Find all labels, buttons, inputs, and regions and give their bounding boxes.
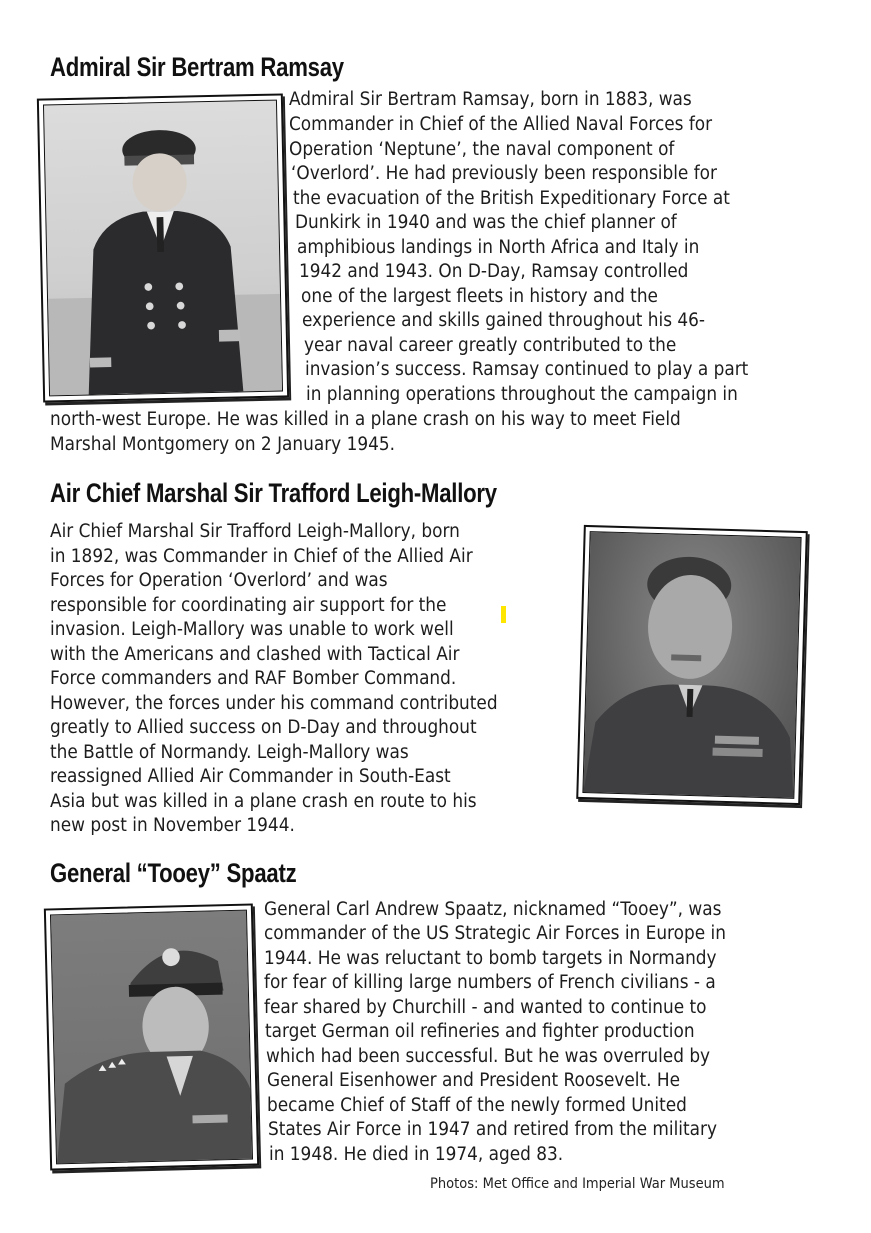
body-line: which had been successful. But he was overruled by — [266, 1046, 711, 1067]
spaatz-portrait-image — [51, 911, 252, 1164]
body-line: 1944. He was reluctant to bomb targets in Normandy — [264, 948, 717, 969]
body-line: north-west Europe. He was killed in a plane crash on his way to meet Field — [50, 409, 681, 430]
section-heading-leigh-mallory: Air Chief Marshal Sir Trafford Leigh-Mallory — [50, 478, 497, 508]
body-line: Air Chief Marshal Sir Trafford Leigh-Mallory, born — [50, 521, 460, 542]
body-line: Force commanders and RAF Bomber Command. — [50, 668, 457, 689]
body-line: However, the forces under his command contributed — [50, 693, 498, 714]
body-line: 1942 and 1943. On D-Day, Ramsay controlled — [299, 261, 689, 282]
text-highlight-marker — [501, 606, 506, 623]
photo-ramsay — [37, 93, 289, 402]
body-line: Asia but was killed in a plane crash en route to his — [50, 791, 477, 812]
body-line: General Carl Andrew Spaatz, nicknamed “Tooey”, was — [264, 899, 722, 920]
body-line: ‘Overlord’. He had previously been responsible for — [291, 163, 717, 184]
body-line: States Air Force in 1947 and retired from the military — [268, 1119, 717, 1140]
photo-leigh-mallory — [576, 525, 808, 805]
body-line: experience and skills gained throughout his 46- — [302, 310, 706, 331]
body-line: Forces for Operation ‘Overlord’ and was — [50, 570, 388, 591]
body-line: in planning operations throughout the campaign in — [306, 384, 738, 405]
section-heading-ramsay: Admiral Sir Bertram Ramsay — [50, 52, 344, 82]
body-line: greatly to Allied success on D-Day and throughout — [50, 717, 477, 738]
body-line: target German oil refineries and fighter production — [265, 1021, 695, 1042]
body-line: commander of the US Strategic Air Forces in Europe in — [264, 923, 726, 944]
photo-credit: Photos: Met Office and Imperial War Museum — [430, 1176, 725, 1192]
body-line: with the Americans and clashed with Tactical Air — [50, 644, 460, 665]
body-line: year naval career greatly contributed to the — [304, 335, 677, 356]
body-line: invasion’s success. Ramsay continued to play a part — [305, 359, 749, 380]
body-line: amphibious landings in North Africa and Italy in — [297, 237, 700, 258]
body-line: fear shared by Churchill - and wanted to continue to — [264, 997, 707, 1018]
section-heading-spaatz: General “Tooey” Spaatz — [50, 858, 297, 888]
body-line: General Eisenhower and President Roosevelt. He — [267, 1070, 681, 1091]
body-line: became Chief of Staff of the newly formed United — [267, 1095, 687, 1116]
ramsay-portrait-image — [44, 101, 282, 396]
body-line: Operation ‘Neptune’, the naval component of — [289, 139, 675, 160]
body-line: Dunkirk in 1940 and was the chief planner of — [295, 212, 677, 233]
body-line: Marshal Montgomery on 2 January 1945. — [50, 434, 396, 455]
body-line: invasion. Leigh-Mallory was unable to work well — [50, 619, 454, 640]
leigh-mallory-portrait-image — [583, 532, 800, 798]
body-line: for fear of killing large numbers of French civilians - a — [264, 972, 716, 993]
body-line: Commander in Chief of the Allied Naval Forces for — [289, 114, 713, 135]
body-line: new post in November 1944. — [50, 815, 295, 836]
body-line: the evacuation of the British Expeditionary Force at — [293, 188, 730, 209]
body-line: Admiral Sir Bertram Ramsay, born in 1883, was — [289, 89, 692, 110]
body-line: in 1948. He died in 1974, aged 83. — [269, 1144, 564, 1165]
body-line: responsible for coordinating air support for the — [50, 595, 447, 616]
body-line: one of the largest fleets in history and the — [301, 286, 658, 307]
photo-spaatz — [44, 903, 259, 1170]
body-line: reassigned Allied Air Commander in South-East — [50, 766, 451, 787]
body-line: the Battle of Normandy. Leigh-Mallory was — [50, 742, 409, 763]
body-line: in 1892, was Commander in Chief of the Allied Air — [50, 546, 473, 567]
